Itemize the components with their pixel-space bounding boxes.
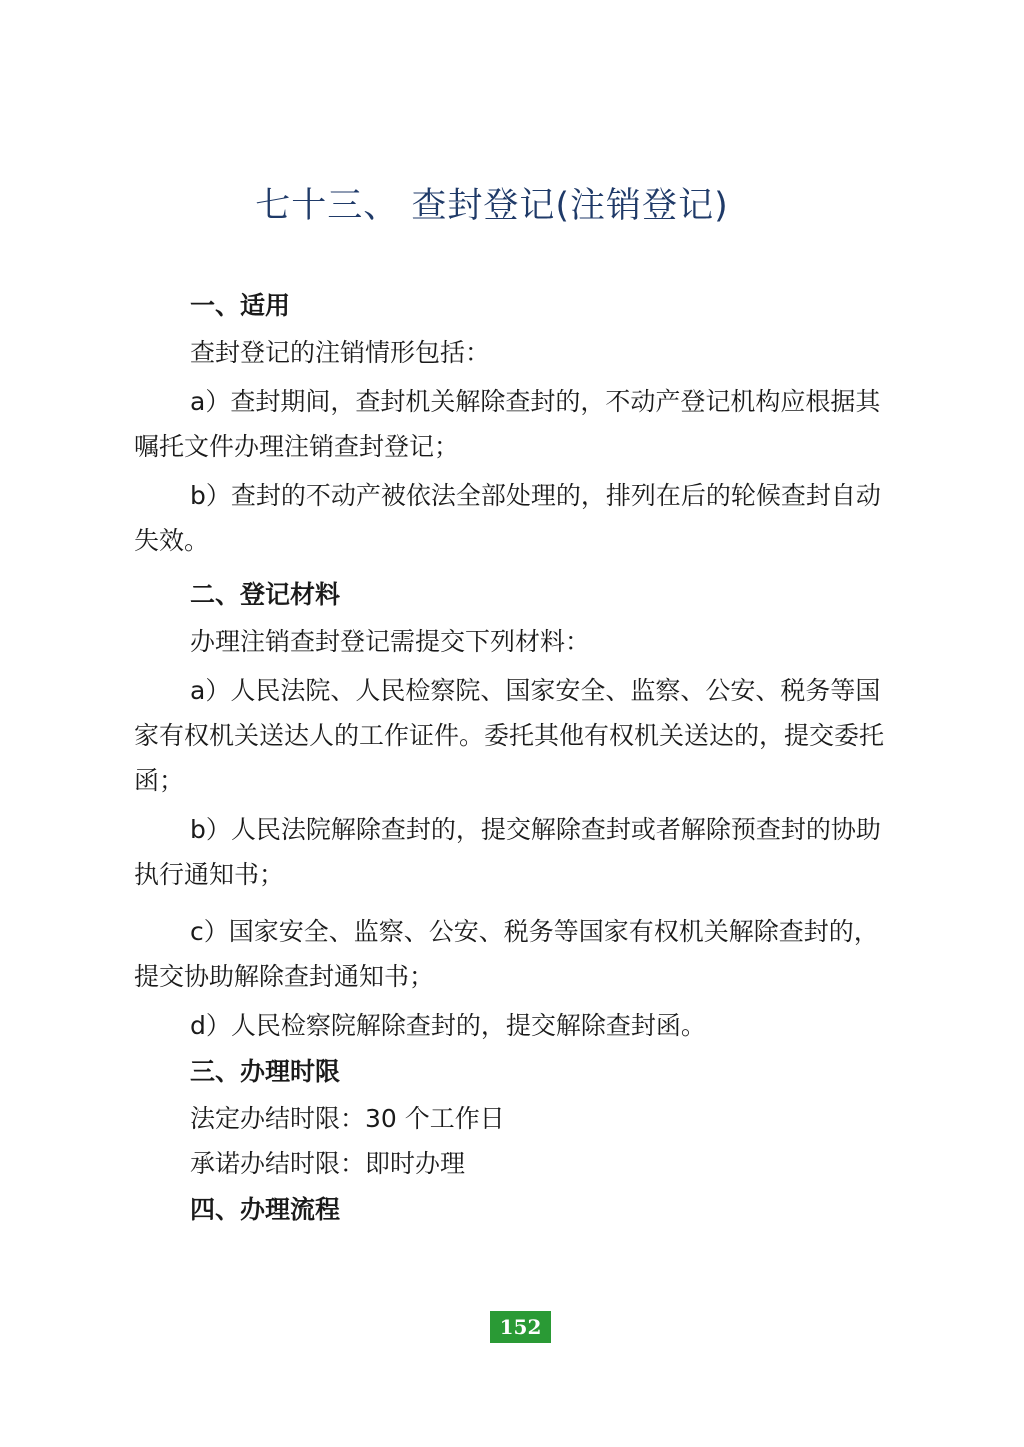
paragraph: a）查封期间，查封机关解除查封的，不动产登记机构应根据其嘱托文件办理注销查封登记； bbox=[134, 387, 881, 461]
paragraph: c）国家安全、监察、公安、税务等国家有权机关解除查封的，提交协助解除查封通知书； bbox=[134, 917, 879, 991]
section-heading-materials: 二、登记材料 bbox=[190, 580, 341, 609]
section-heading-applicability: 一、适用 bbox=[190, 291, 291, 320]
page-title: 七十三、 查封登记(注销登记) bbox=[255, 186, 729, 226]
section-heading-process: 四、办理流程 bbox=[190, 1195, 341, 1224]
paragraph: 承诺办结时限：即时办理 bbox=[190, 1149, 466, 1178]
paragraph: 法定办结时限：30 个工作日 bbox=[190, 1104, 505, 1133]
paragraph: 办理注销查封登记需提交下列材料： bbox=[190, 627, 591, 656]
paragraph: 查封登记的注销情形包括： bbox=[190, 338, 491, 367]
document-body bbox=[134, 282, 890, 1234]
paragraph: b）人民法院解除查封的，提交解除查封或者解除预查封的协助执行通知书； bbox=[134, 815, 881, 889]
paragraph: a）人民法院、人民检察院、国家安全、监察、公安、税务等国家有权机关送达人的工作证件。委托其他有权机关送达的，提交委托函； bbox=[134, 676, 885, 795]
page-number-badge: 152 bbox=[490, 1311, 551, 1343]
section-heading-time-limit: 三、办理时限 bbox=[190, 1057, 341, 1086]
paragraph: d）人民检察院解除查封的，提交解除查封函。 bbox=[190, 1011, 706, 1040]
paragraph: b）查封的不动产被依法全部处理的，排列在后的轮候查封自动失效。 bbox=[134, 481, 881, 555]
